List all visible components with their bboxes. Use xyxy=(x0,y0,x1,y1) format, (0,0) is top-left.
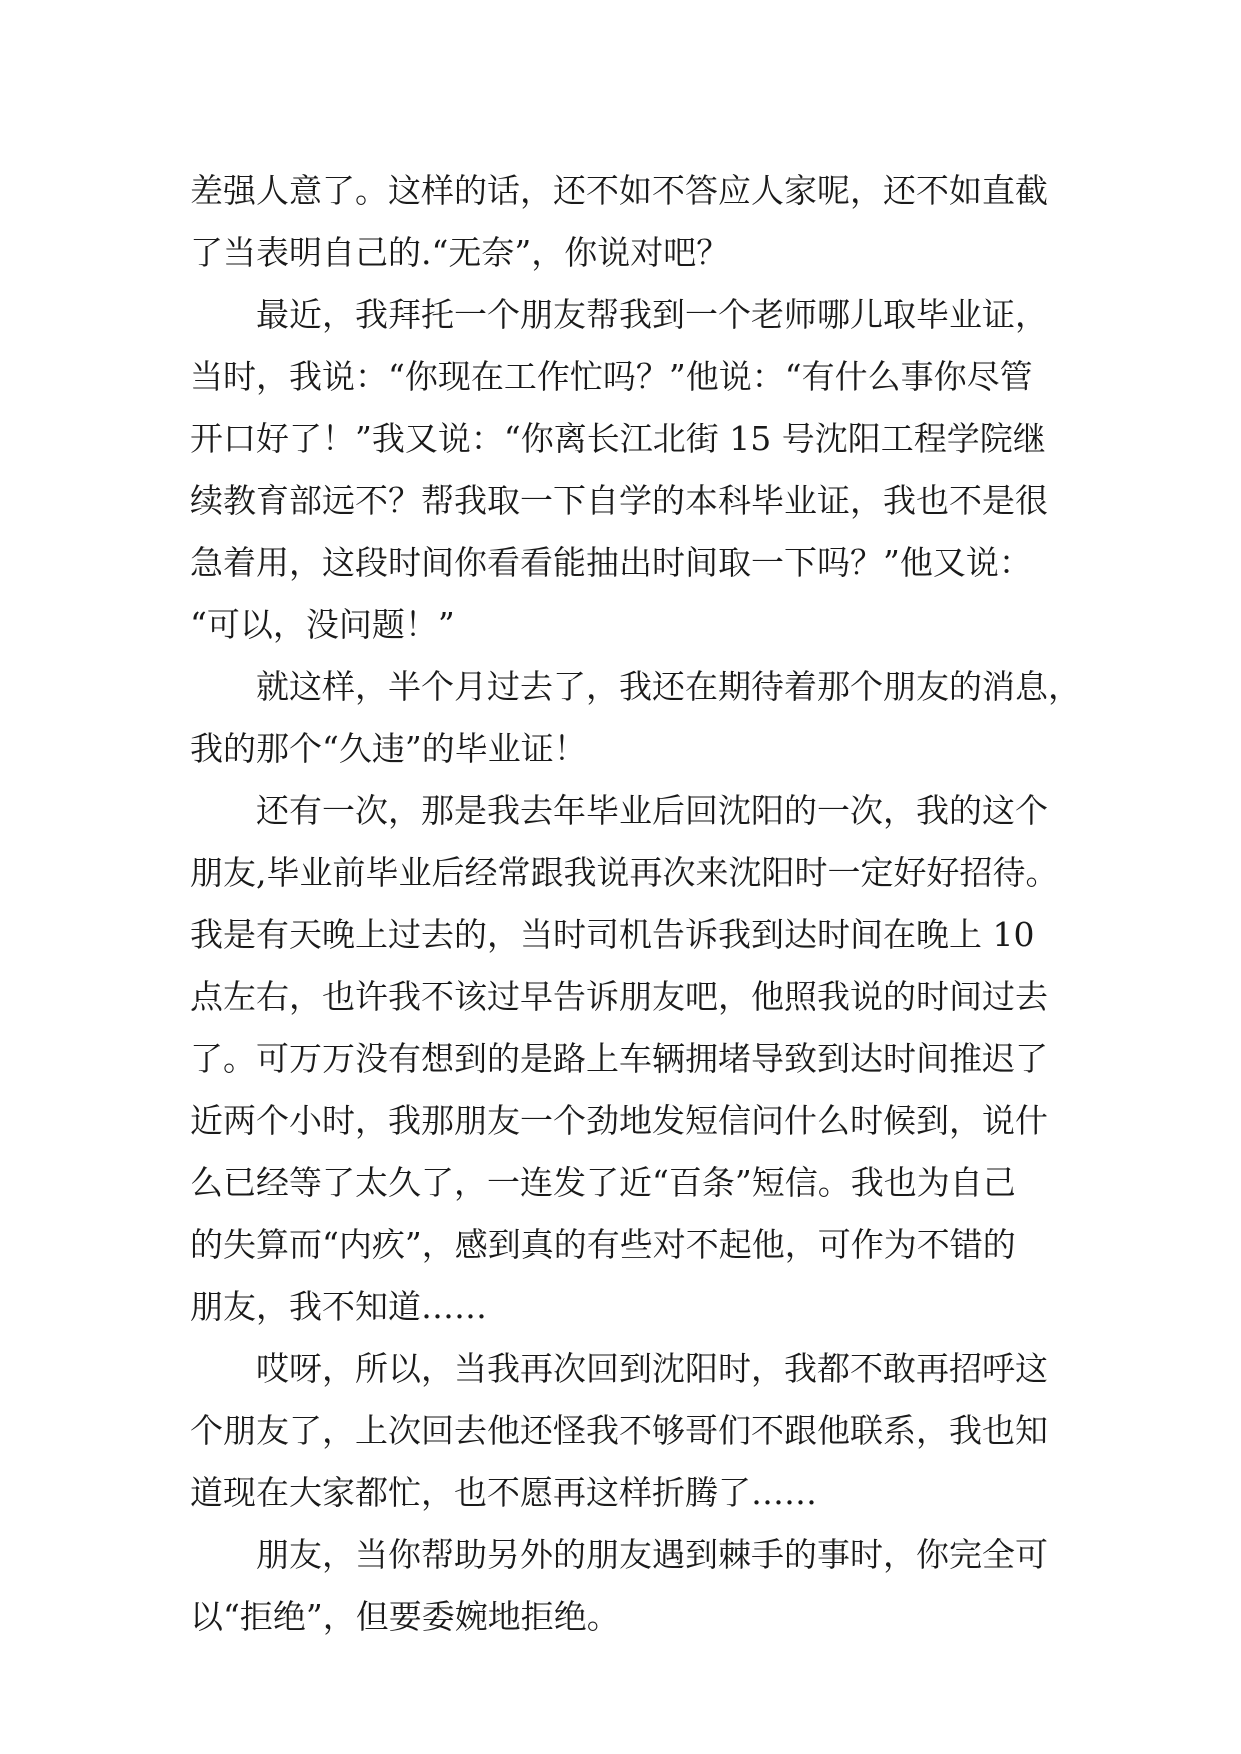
text-line: 我的那个“久违”的毕业证！ xyxy=(190,729,587,768)
text-line: 续教育部远不？帮我取一下自学的本科毕业证，我也不是很 xyxy=(190,481,1048,520)
text-line: 的失算而“内疚”，感到真的有些对不起他，可作为不错的 xyxy=(190,1225,1016,1264)
paragraph xyxy=(190,160,1070,284)
paragraph xyxy=(190,1338,1070,1524)
text-line: 个朋友了，上次回去他还怪我不够哥们不跟他联系，我也知 xyxy=(190,1411,1048,1450)
text-line: 朋友，当你帮助另外的朋友遇到棘手的事时，你完全可 xyxy=(256,1535,1048,1574)
text-line: 以“拒绝”，但要委婉地拒绝。 xyxy=(190,1597,620,1636)
text-line: 最近，我拜托一个朋友帮我到一个老师哪儿取毕业证， xyxy=(256,295,1048,334)
text-line: 哎呀，所以，当我再次回到沈阳时，我都不敢再招呼这 xyxy=(256,1349,1048,1388)
text-line: 开口好了！”我又说：“你离长江北街 15 号沈阳工程学院继 xyxy=(190,419,1046,458)
text-line: 了。可万万没有想到的是路上车辆拥堵导致到达时间推迟了 xyxy=(190,1039,1048,1078)
paragraph xyxy=(190,780,1070,1338)
text-line: “可以，没问题！” xyxy=(190,605,455,644)
paragraph xyxy=(190,1524,1070,1648)
text-line: 当时，我说：“你现在工作忙吗？”他说：“有什么事你尽管 xyxy=(190,357,1033,396)
paragraph xyxy=(190,656,1081,780)
text-line: 我是有天晚上过去的，当时司机告诉我到达时间在晚上 10 xyxy=(190,915,1035,954)
paragraph xyxy=(190,284,1070,656)
text-line: 就这样，半个月过去了，我还在期待着那个朋友的消息， xyxy=(256,667,1081,706)
text-line: 差强人意了。这样的话，还不如不答应人家呢，还不如直截 xyxy=(190,171,1048,210)
text-line: 点左右，也许我不该过早告诉朋友吧，他照我说的时间过去 xyxy=(190,977,1048,1016)
text-line: 朋友,毕业前毕业后经常跟我说再次来沈阳时一定好好招待。 xyxy=(190,853,1059,892)
text-line: 么已经等了太久了，一连发了近“百条”短信。我也为自己 xyxy=(190,1163,1016,1202)
text-line: 还有一次，那是我去年毕业后回沈阳的一次，我的这个 xyxy=(256,791,1048,830)
body-text xyxy=(190,160,1081,1648)
text-line: 朋友，我不知道…… xyxy=(190,1287,487,1326)
text-line: 急着用，这段时间你看看能抽出时间取一下吗？”他又说： xyxy=(190,543,1032,582)
text-line: 了当表明自己的.“无奈”，你说对吧？ xyxy=(190,233,730,272)
text-line: 道现在大家都忙，也不愿再这样折腾了…… xyxy=(190,1473,817,1512)
text-line: 近两个小时，我那朋友一个劲地发短信问什么时候到，说什 xyxy=(190,1101,1048,1140)
